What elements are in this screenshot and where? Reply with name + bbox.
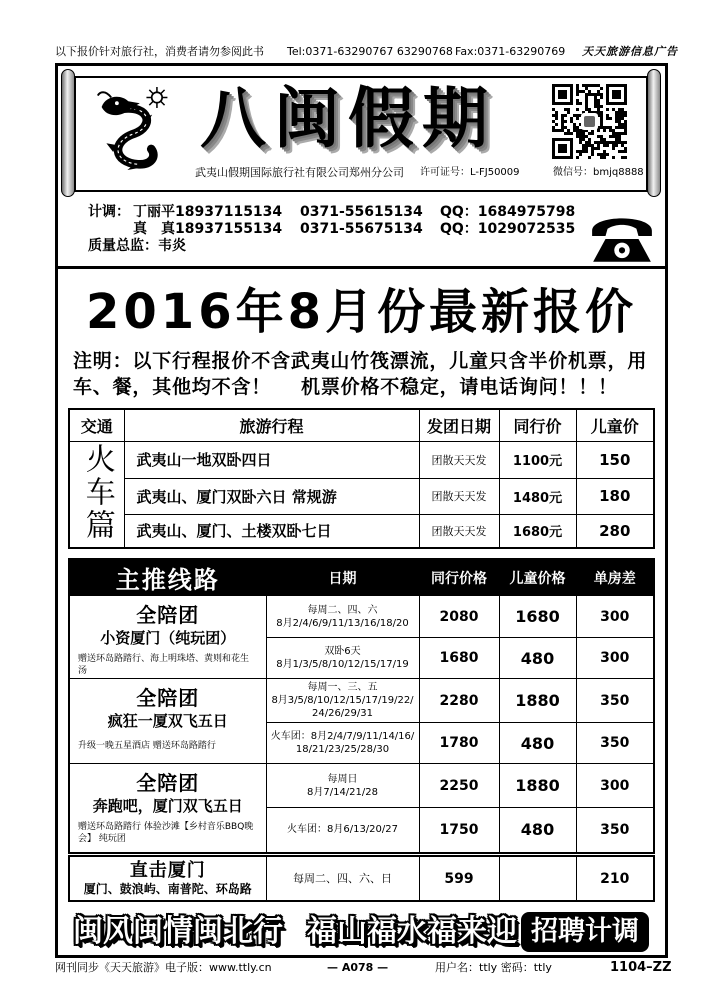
contact-1-name-mobile: 丁丽平18937115134 bbox=[133, 204, 283, 220]
brand-title: 八闽假期 bbox=[200, 80, 496, 157]
agency-notice: 以下报价针对旅行社，消费者请勿参阅此书 bbox=[55, 45, 264, 58]
table-row bbox=[69, 679, 654, 723]
footer-issue-code: 1104–ZZ bbox=[610, 960, 672, 975]
child-price: 280 bbox=[576, 514, 654, 548]
child-price: 1880 bbox=[499, 679, 576, 723]
single-supplement: 350 bbox=[576, 723, 654, 764]
route-name: 武夷山一地双卧四日 bbox=[124, 441, 419, 478]
table-row bbox=[69, 596, 654, 638]
single-supplement: 300 bbox=[576, 638, 654, 679]
group-extras: 赠送环岛路踏行、海上明珠塔、黄则和花生汤 bbox=[78, 654, 250, 676]
publication-tag: 天天旅游信息广告 bbox=[582, 45, 678, 58]
route-name: 武夷山、厦门双卧六日 常规游 bbox=[124, 478, 419, 514]
departure-info: 团散天天发 bbox=[419, 441, 499, 478]
trade-price: 2280 bbox=[419, 679, 499, 723]
single-supplement: 350 bbox=[576, 808, 654, 853]
col-header-transport: 交通 bbox=[69, 409, 124, 441]
license-number: 许可证号：L-FJ50009 bbox=[420, 167, 520, 178]
date-line: 每周日 bbox=[327, 773, 358, 785]
col-header-trade-price: 同行价格 bbox=[419, 559, 499, 596]
group-badge: 全陪团 bbox=[136, 686, 200, 710]
direct-route-cell bbox=[69, 856, 266, 901]
date-line: 火车团：8月6/13/20/27 bbox=[286, 824, 398, 836]
note-warning: 机票价格不稳定，请电话询问！！！ bbox=[301, 376, 618, 398]
date-line: 火车团：8月2/4/7/9/11/14/16/18/21/23/25/28/30 bbox=[270, 731, 415, 755]
date-cell bbox=[266, 638, 419, 679]
child-price-empty bbox=[499, 856, 576, 901]
table-header-row bbox=[69, 409, 654, 441]
train-price-table bbox=[68, 408, 655, 549]
date-cell bbox=[266, 764, 419, 808]
dragon-sun-logo-icon bbox=[94, 84, 176, 172]
date-line: 8月7/14/21/28 bbox=[306, 786, 378, 798]
trade-price: 2080 bbox=[419, 596, 499, 638]
date-cell: 每周二、四、六、日 bbox=[266, 856, 419, 901]
table-row bbox=[69, 441, 654, 478]
table-row bbox=[69, 764, 654, 808]
fax-number: Fax:0371-63290769 bbox=[455, 45, 566, 58]
date-line: 双卧6天 bbox=[324, 646, 361, 657]
col-header-child-price: 儿童价格 bbox=[499, 559, 576, 596]
contact-2-name-mobile: 真 真18937155134 bbox=[133, 221, 283, 237]
single-supplement: 350 bbox=[576, 679, 654, 723]
date-line: 每周一、三、五 bbox=[307, 682, 378, 693]
table-row bbox=[69, 514, 654, 548]
child-price: 1880 bbox=[499, 764, 576, 808]
transport-category: 火车篇 bbox=[79, 442, 115, 542]
direct-route-name: 直击厦门 bbox=[129, 860, 206, 881]
departure-info: 团散天天发 bbox=[419, 478, 499, 514]
col-header-trade-price: 同行价 bbox=[499, 409, 576, 441]
price-note bbox=[73, 348, 657, 400]
child-price: 1680 bbox=[499, 596, 576, 638]
header-divider bbox=[55, 266, 668, 269]
contact-2-qq: QQ：1029072535 bbox=[440, 221, 576, 237]
slogan-right: 福山福水福来迎 bbox=[307, 914, 517, 949]
transport-category-cell bbox=[69, 441, 124, 548]
company-name: 武夷山假期国际旅行社有限公司郑州分公司 bbox=[195, 166, 404, 179]
tel-numbers: Tel:0371-63290767 63290768 bbox=[287, 45, 453, 58]
departure-info: 团散天天发 bbox=[419, 514, 499, 548]
trade-price: 1100元 bbox=[499, 441, 576, 478]
trade-price: 1480元 bbox=[499, 478, 576, 514]
date-line: 8月3/5/8/10/12/15/17/19/22/24/26/29/31 bbox=[271, 695, 414, 719]
table-row bbox=[69, 856, 654, 901]
date-line: 8月2/4/6/9/11/13/16/18/20 bbox=[276, 617, 409, 629]
group-extras: 升级一晚五星酒店 赠送环岛路踏行 bbox=[78, 741, 216, 751]
child-price: 480 bbox=[499, 638, 576, 679]
table-row bbox=[69, 478, 654, 514]
date-cell bbox=[266, 596, 419, 638]
trade-price: 1680元 bbox=[499, 514, 576, 548]
page-headline: 2016年8月份最新报价 bbox=[86, 284, 637, 340]
date-cell bbox=[266, 723, 419, 764]
trade-price: 599 bbox=[419, 856, 499, 901]
date-cell bbox=[266, 808, 419, 853]
featured-routes-table bbox=[68, 558, 655, 854]
qr-code-icon bbox=[552, 84, 627, 159]
footer-sync-info: 网刊同步《天天旅游》电子版：www.ttly.cn bbox=[55, 961, 272, 974]
group-name: 小资厦门（纯玩团） bbox=[100, 629, 236, 647]
route-group-cell bbox=[69, 764, 266, 853]
date-cell bbox=[266, 679, 419, 723]
date-line: 8月1/3/5/8/10/12/15/17/19 bbox=[276, 659, 409, 670]
quality-director: 质量总监：韦炎 bbox=[88, 238, 186, 254]
col-header-date: 日期 bbox=[266, 559, 419, 596]
wechat-id: 微信号：bmjq8888 bbox=[553, 167, 644, 178]
group-badge: 全陪团 bbox=[136, 771, 200, 795]
telephone-icon bbox=[588, 212, 656, 264]
footer-login-info: 用户名：ttly 密码：ttly bbox=[435, 961, 552, 974]
route-name: 武夷山、厦门、土楼双卧七日 bbox=[124, 514, 419, 548]
child-price: 480 bbox=[499, 723, 576, 764]
contact-2-landline: 0371-55675134 bbox=[300, 221, 423, 237]
col-header-single-supplement: 单房差 bbox=[576, 559, 654, 596]
contact-1-qq: QQ：1684975798 bbox=[440, 204, 576, 220]
trade-price: 1680 bbox=[419, 638, 499, 679]
single-supplement: 210 bbox=[576, 856, 654, 901]
date-line: 每周二、四、六 bbox=[307, 604, 378, 616]
group-name: 奔跑吧，厦门双飞五日 bbox=[92, 797, 243, 815]
dispatcher-label: 计调： bbox=[88, 204, 130, 220]
group-extras: 赠送环岛路踏行 体验沙滩【乡村音乐BBQ晚会】 纯玩团 bbox=[78, 822, 254, 844]
single-supplement: 300 bbox=[576, 596, 654, 638]
single-supplement: 300 bbox=[576, 764, 654, 808]
group-name: 疯狂一厦双飞五日 bbox=[107, 712, 228, 730]
recruit-badge: 招聘计调 bbox=[521, 912, 649, 952]
table-header-row bbox=[69, 559, 654, 596]
child-price: 180 bbox=[576, 478, 654, 514]
route-group-cell bbox=[69, 596, 266, 679]
child-price: 150 bbox=[576, 441, 654, 478]
trade-price: 1780 bbox=[419, 723, 499, 764]
scroll-roll-right bbox=[647, 69, 661, 197]
scroll-roll-left bbox=[61, 69, 75, 197]
route-group-cell bbox=[69, 679, 266, 764]
col-header-itinerary: 旅游行程 bbox=[124, 409, 419, 441]
trade-price: 2250 bbox=[419, 764, 499, 808]
slogan-left: 闽风闽情闽北行 bbox=[73, 914, 283, 949]
col-header-featured: 主推线路 bbox=[69, 559, 266, 596]
trade-price: 1750 bbox=[419, 808, 499, 853]
col-header-departure: 发团日期 bbox=[419, 409, 499, 441]
direct-xiamen-table bbox=[68, 855, 655, 902]
group-badge: 全陪团 bbox=[136, 603, 200, 627]
contact-1-landline: 0371-55615134 bbox=[300, 204, 423, 220]
footer-page-code: — A078 — bbox=[327, 961, 389, 974]
note-main: 注明：以下行程报价不含武夷山竹筏漂流，儿童只含半价机票，用车、餐，其他均不含！ bbox=[73, 350, 648, 398]
child-price: 480 bbox=[499, 808, 576, 853]
col-header-child-price: 儿童价 bbox=[576, 409, 654, 441]
direct-route-spots: 厦门、鼓浪屿、南普陀、环岛路 bbox=[83, 882, 252, 896]
